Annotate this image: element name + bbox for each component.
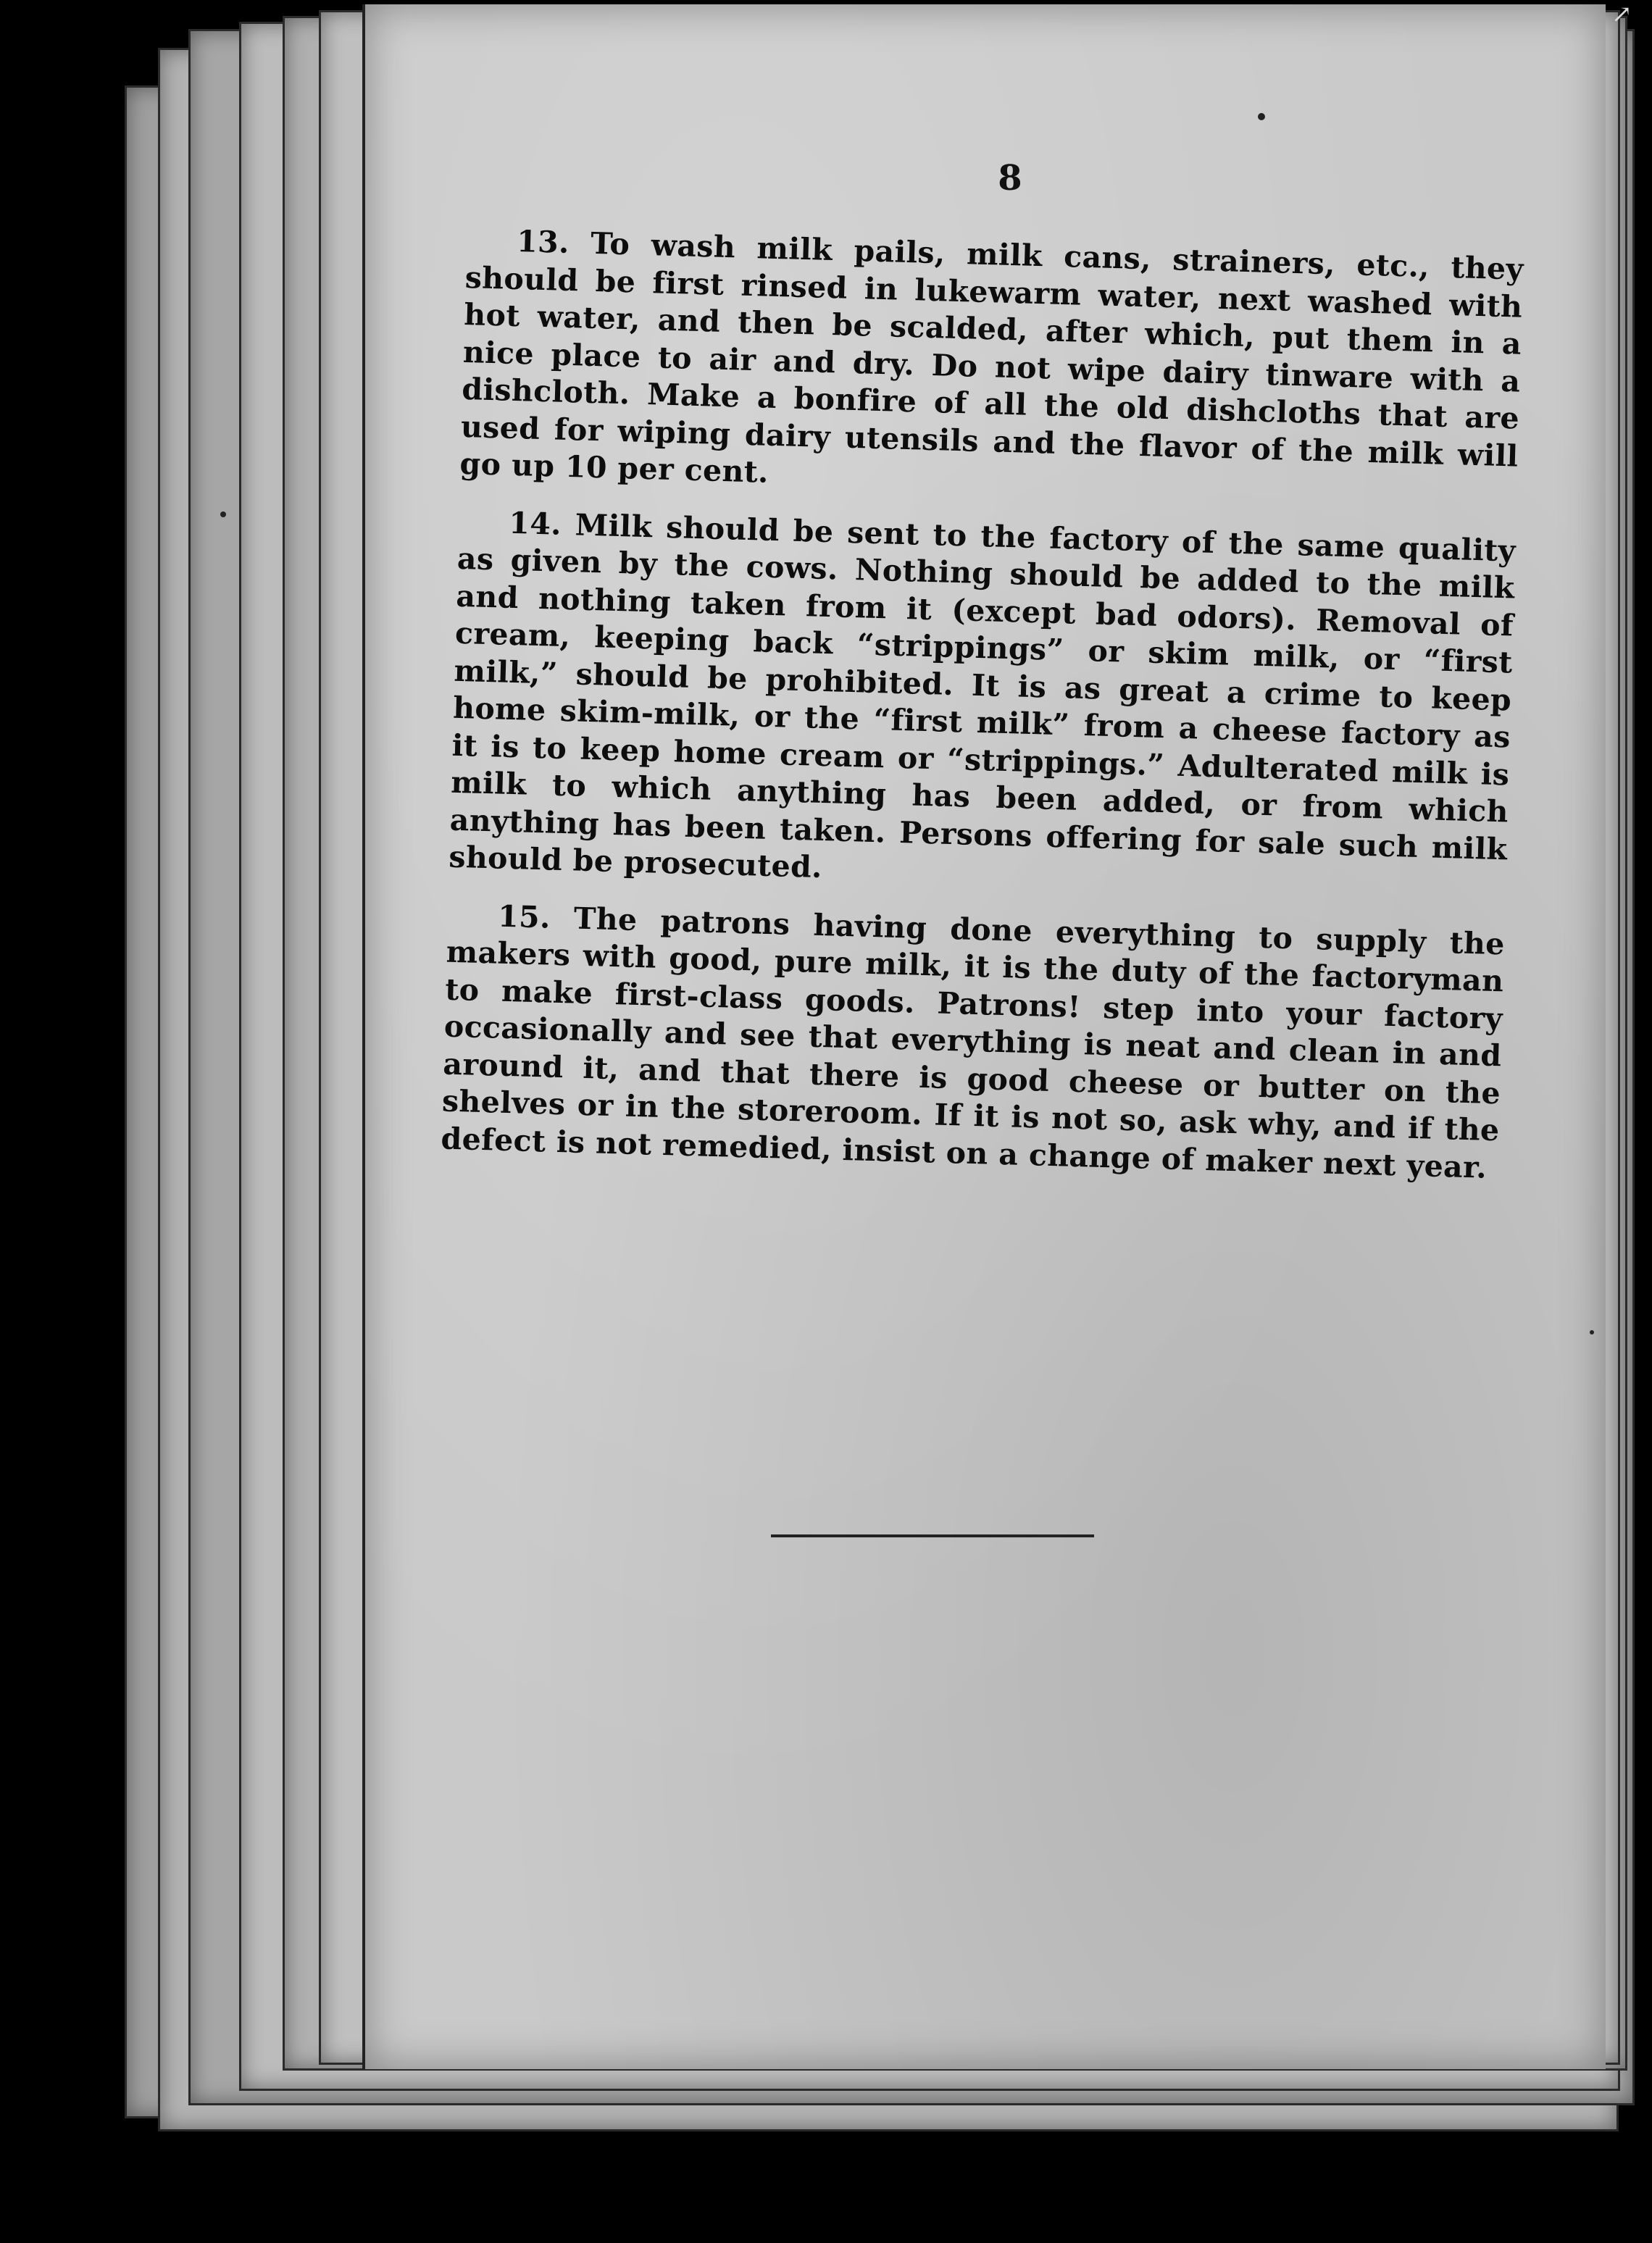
ink-speck <box>1258 113 1265 120</box>
section-divider-rule <box>771 1534 1094 1537</box>
ink-speck <box>220 511 226 517</box>
ink-speck <box>1590 1330 1594 1334</box>
body-text <box>440 222 1524 1207</box>
document-page <box>362 4 1606 2069</box>
corner-mark-icon: ↗ <box>1611 0 1632 29</box>
paragraph-13: 13. To wash milk pails, milk cans, strainers, etc., they should be first rinsed in lukewarm water, next washed with hot water, and then be scalded, after which, put them in a nice place to air and dry. Do not wipe dairy tinware with a dishcloth. Make a bonfire of all the old dishcloths that are used for wiping dairy utensils and the flavor of the milk will go up 10 per cent. <box>459 223 1524 490</box>
paragraph-15: 15. The patrons having done everything to supply the makers with good, pure milk, it is the duty of the factoryman to make first-class goods. Patrons! step into your factory occasionally and see that everything is neat and clean in and around it, and that there is good cheese or butter on the shelves or in the storeroom. If it is not so, ask why, and if the defect is not remedied, insist on a change of maker next year. <box>440 898 1506 1185</box>
paragraph-14: 14. Milk should be sent to the factory of the same quality as given by the cows. Nothing should be added to the milk and nothing taken from it (except bad odors). Removal of cream, keeping back “strippings” or skim milk, or “first milk,” should be prohibited. It is as great a crime to keep home skim-milk, or the “first milk” from a cheese factory as it is to keep home cream or “strippings.” Adulterated milk is milk to which anything has been added, or from which anything has been taken. Persons offering for sale such milk should be prosecuted. <box>448 505 1517 885</box>
page-number: 8 <box>998 158 1022 199</box>
